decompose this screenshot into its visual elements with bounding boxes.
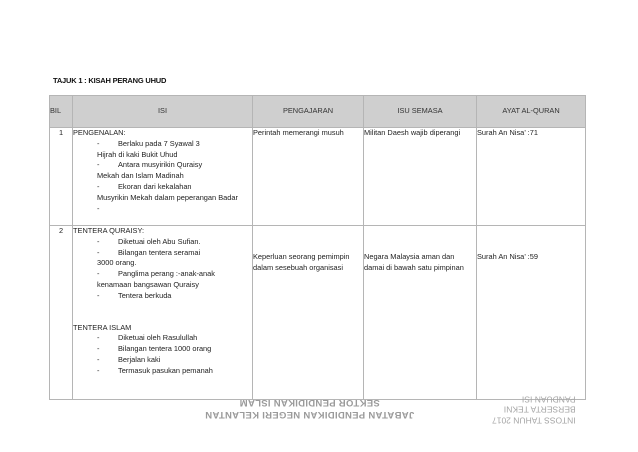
bullet-dash: - xyxy=(97,236,100,246)
bullet-dash: - xyxy=(97,333,100,343)
isi-cell xyxy=(73,226,253,400)
list-item xyxy=(97,139,252,150)
item-continuation: Mekah dan Islam Madinah xyxy=(97,171,184,181)
header-pengajaran: PENGAJARAN xyxy=(253,96,364,128)
header-ayat-al-quran: AYAT AL-QURAN xyxy=(477,96,586,128)
item-continuation: 3000 orang. xyxy=(97,258,137,268)
stamp-line-year: INTOSS TAHUN 2017 xyxy=(492,415,576,426)
item-text: Diketuai oleh Abu Sufian. xyxy=(118,236,201,246)
row-number: 1 xyxy=(50,128,73,226)
item-text: Bilangan tentera seramai xyxy=(118,247,201,257)
item-text: Tentera berkuda xyxy=(118,290,172,300)
stamp-line-guide: PANDUAN ISI xyxy=(521,394,576,405)
pengajaran-cell: Perintah memerangi musuh xyxy=(253,128,364,226)
list-item xyxy=(97,160,252,171)
stamp-line-sector: SEKTOR PENDIDIKAN ISLAM xyxy=(239,397,380,408)
page-title: TAJUK 1 : KISAH PERANG UHUD xyxy=(53,76,167,85)
stamp-line-department: JABATAN PENDIDIKAN NEGERI KELANTAN xyxy=(205,409,415,420)
bullet-dash: - xyxy=(97,160,100,170)
header-isi: ISI xyxy=(73,96,253,128)
item-text: Diketuai oleh Rasulullah xyxy=(118,333,198,343)
list-item xyxy=(97,344,252,355)
row-number: 2 xyxy=(50,226,73,400)
content-table xyxy=(49,95,586,400)
list-item xyxy=(97,333,252,344)
item-continuation: kenamaan bangsawan Quraisy xyxy=(97,279,199,289)
department-stamp xyxy=(205,396,414,420)
list-item xyxy=(97,248,252,259)
stamp-line-technique: BERSERTA TEKNI xyxy=(503,405,576,415)
bullet-dash: - xyxy=(97,354,100,364)
bullet-dash: - xyxy=(97,138,100,148)
item-text xyxy=(118,204,252,215)
header-isu-semasa: ISU SEMASA xyxy=(364,96,477,128)
list-item xyxy=(97,291,252,302)
isu-semasa-cell: Militan Daesh wajib diperangi xyxy=(364,128,477,226)
table-header-row xyxy=(50,96,586,128)
item-continuation: Musyrikin Mekah dalam peperangan Badar xyxy=(97,192,238,202)
table-row xyxy=(50,128,586,226)
bullet-dash: - xyxy=(97,344,100,354)
list-item xyxy=(97,355,252,366)
pengajaran-cell: Keperluan seorang pemimpin dalam sesebuah organisasi xyxy=(253,226,364,400)
ayat-cell: Surah An Nisa’ :71 xyxy=(477,128,586,226)
header-bil: BIL xyxy=(50,96,73,128)
bullet-dash: - xyxy=(97,269,100,279)
ayat-cell: Surah An Nisa’ :59 xyxy=(477,226,586,400)
document-stamp xyxy=(492,394,576,426)
item-continuation: Hijrah di kaki Bukit Uhud xyxy=(97,149,178,159)
list-item xyxy=(97,182,252,193)
section-heading: PENGENALAN: xyxy=(73,128,126,137)
item-text: Antara musyirikin Quraisy xyxy=(118,160,203,170)
table-row xyxy=(50,226,586,400)
item-text: Termasuk pasukan pemanah xyxy=(118,365,213,375)
item-text: Berjalan kaki xyxy=(118,354,161,364)
section-heading: TENTERA ISLAM xyxy=(73,322,132,332)
bullet-dash: - xyxy=(97,365,100,375)
item-text: Berlaku pada 7 Syawal 3 xyxy=(118,138,200,148)
isi-cell xyxy=(73,128,253,226)
bullet-dash: - xyxy=(97,203,100,213)
item-text: Bilangan tentera 1000 orang xyxy=(118,344,212,354)
item-text: Panglima perang :-anak-anak xyxy=(118,269,215,279)
list-item xyxy=(97,366,252,377)
section-heading: TENTERA QURAISY: xyxy=(73,226,145,235)
list-item xyxy=(97,269,252,280)
isu-semasa-cell: Negara Malaysia aman dan damai di bawah satu pimpinan xyxy=(364,226,477,400)
list-item xyxy=(97,204,252,215)
bullet-dash: - xyxy=(97,247,100,257)
list-item xyxy=(97,237,252,248)
bullet-dash: - xyxy=(97,290,100,300)
bullet-dash: - xyxy=(97,181,100,191)
item-text: Ekoran dari kekalahan xyxy=(118,181,192,191)
